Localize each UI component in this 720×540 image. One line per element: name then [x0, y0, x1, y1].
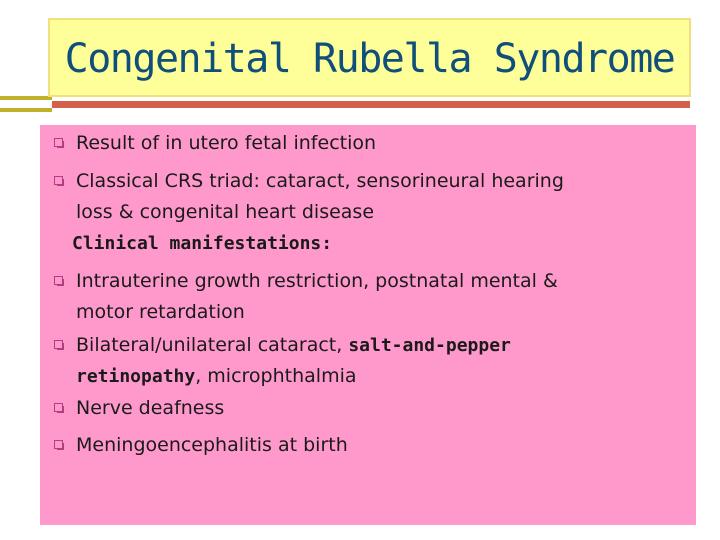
bullet-item-1	[76, 128, 376, 159]
bullet-text-line2: motor retardation	[76, 301, 245, 323]
bullet-text-line2: loss & congenital heart disease	[76, 201, 375, 223]
bullet-text-emphasis: salt-and-pepper	[348, 335, 511, 356]
bullet-icon	[54, 340, 63, 349]
bullet-text-line1a: Bilateral/unilateral cataract,	[76, 334, 349, 356]
bullet-item-4	[76, 330, 511, 392]
bullet-icon	[54, 276, 63, 285]
bullet-text-line2b: , microphthalmia	[195, 365, 357, 387]
bullet-icon	[54, 440, 63, 449]
bullet-text: Nerve deafness	[76, 397, 225, 419]
slide-title: Congenital Rubella Syndrome	[64, 36, 675, 82]
bullet-text-emphasis-2: retinopathy	[76, 366, 196, 387]
bullet-text-line1: Intrauterine growth restriction, postnatal mental &	[76, 270, 558, 292]
bullet-text-line1: Classical CRS triad: cataract, sensorineural hearing	[76, 170, 564, 192]
bullet-item-5	[76, 393, 224, 424]
bullet-item-2	[76, 166, 564, 228]
bullet-text: Result of in utero fetal infection	[76, 132, 377, 154]
bullet-text: Meningoencephalitis at birth	[76, 434, 348, 456]
bullet-icon	[54, 403, 63, 412]
clinical-subheading: Clinical manifestations:	[72, 233, 333, 254]
decor-rule-bottom	[0, 108, 52, 112]
decor-rule-top	[0, 96, 52, 100]
bullet-icon	[54, 138, 63, 147]
title-underline-bar	[52, 101, 690, 108]
title-box	[48, 18, 691, 97]
bullet-item-6	[76, 430, 348, 461]
bullet-icon	[54, 176, 63, 185]
content-panel	[40, 125, 696, 525]
bullet-item-3	[76, 266, 558, 328]
